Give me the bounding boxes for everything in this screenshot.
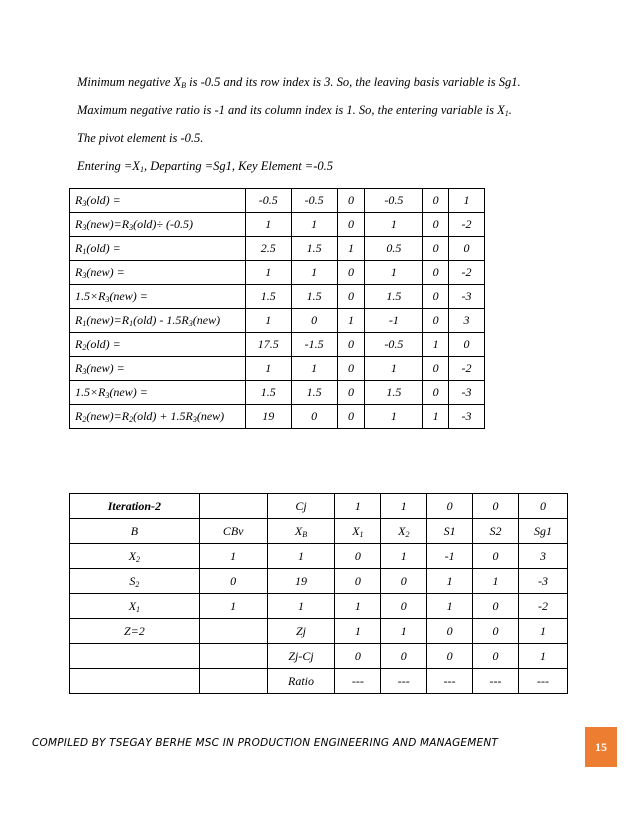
subscript: 1	[139, 165, 144, 174]
cell-text: S1	[443, 523, 456, 538]
tableau-cell	[335, 544, 381, 569]
tableau-cell	[381, 644, 427, 669]
tableau-cell	[199, 669, 267, 694]
cell-text: CBv	[222, 523, 244, 538]
cell-text: 0	[354, 648, 361, 663]
subscript: 3	[129, 223, 134, 232]
tableau-cell	[519, 594, 568, 619]
subscript: B	[302, 529, 308, 539]
paragraph-entering-variable	[77, 102, 512, 118]
tableau-cell	[381, 669, 427, 694]
cell-text: 0	[492, 648, 499, 663]
label-text: (new)	[196, 409, 225, 423]
tableau-cell	[427, 494, 473, 519]
label-text: R	[75, 409, 83, 423]
row-operation-label	[70, 213, 246, 237]
row-operation-value: 1.5	[245, 381, 291, 405]
tableau-cell	[70, 569, 200, 594]
label-text: R	[75, 337, 83, 351]
cell-text: 1	[446, 598, 453, 613]
label-text: (new) =	[86, 265, 125, 279]
label-text: R	[75, 241, 83, 255]
label-text: (new)=R	[86, 313, 130, 327]
tableau-cell	[199, 569, 267, 594]
tableau-cell	[335, 619, 381, 644]
row-operation-value: 1	[423, 405, 449, 429]
row-operation-0	[70, 189, 485, 213]
row-operation-value: 0	[337, 405, 365, 429]
cell-text: Sg1	[534, 523, 552, 538]
label-text: (new) =	[109, 385, 148, 399]
tableau-cell	[473, 494, 519, 519]
row-operation-value: 0	[423, 189, 449, 213]
label-text: (old) - 1.5R	[133, 313, 189, 327]
row-operation-3	[70, 261, 485, 285]
label-text: (new) =	[109, 289, 148, 303]
tableau-row-4	[70, 594, 568, 619]
row-operation-value: 0	[423, 213, 449, 237]
tableau-cell	[519, 569, 568, 594]
tableau-cell	[519, 494, 568, 519]
tableau-cell	[267, 544, 335, 569]
subscript: 3	[105, 295, 110, 304]
text: , Departing =Sg1, Key Element =-0.5	[143, 159, 334, 173]
tableau-cell	[267, 594, 335, 619]
row-operations-table	[69, 188, 485, 429]
cell-text: Ratio	[288, 673, 314, 688]
row-operation-value: 19	[245, 405, 291, 429]
tableau-cell	[519, 619, 568, 644]
label-text: (new)	[192, 313, 221, 327]
label-text: (old) + 1.5R	[133, 409, 193, 423]
row-operation-label	[70, 285, 246, 309]
cell-text: 1	[230, 548, 237, 563]
label-text: R	[75, 361, 83, 375]
paragraph-pivot-element	[77, 130, 203, 146]
cell-text: 0	[400, 648, 407, 663]
tableau-cell	[519, 544, 568, 569]
row-operation-value: 1	[291, 357, 337, 381]
cell-text: 1	[354, 498, 361, 513]
tableau-cell	[427, 544, 473, 569]
cell-text: ---	[489, 673, 502, 688]
cell-text: 1	[540, 623, 546, 638]
tableau-cell	[381, 494, 427, 519]
cell-text: 1	[230, 598, 237, 613]
tableau-cell	[267, 669, 335, 694]
text: Entering =X	[77, 159, 140, 173]
tableau-cell	[381, 569, 427, 594]
tableau-cell	[427, 669, 473, 694]
row-operation-value: 1	[291, 261, 337, 285]
row-operation-value: 0	[291, 309, 337, 333]
cell-text: 0	[446, 498, 453, 513]
row-operation-value: 1	[365, 357, 423, 381]
tableau-cell	[519, 519, 568, 544]
row-operation-value: 0	[337, 285, 365, 309]
cell-text: Zj	[296, 623, 307, 638]
row-operation-value: 0	[423, 357, 449, 381]
subscript: 2	[405, 529, 410, 539]
row-operation-value: -0.5	[291, 189, 337, 213]
tableau-cell	[335, 669, 381, 694]
row-operation-8	[70, 381, 485, 405]
row-operation-label	[70, 381, 246, 405]
cell-text: 1	[298, 548, 304, 563]
cell-text: ---	[443, 673, 456, 688]
cell-text: X	[352, 523, 360, 538]
cell-text: X	[128, 548, 137, 563]
cell-text: 0	[354, 573, 361, 588]
cell-text: 3	[540, 548, 546, 563]
subscript: 2	[82, 343, 87, 352]
cell-text: -2	[538, 598, 548, 613]
tableau-cell	[381, 594, 427, 619]
cell-text: -1	[444, 548, 455, 563]
cell-text: 1	[540, 648, 546, 663]
label-text: (new)=R	[86, 409, 130, 423]
row-operation-value: 1	[245, 309, 291, 333]
row-operation-value: 0	[423, 309, 449, 333]
tableau-cell	[70, 594, 200, 619]
tableau-row-1	[70, 519, 568, 544]
tableau-cell	[381, 519, 427, 544]
text: Maximum negative ratio is -1 and its column index is 1. So, the entering variable is X	[77, 103, 505, 117]
label-text: (old) =	[86, 337, 121, 351]
cell-text: S	[129, 573, 136, 588]
row-operation-7	[70, 357, 485, 381]
tableau-cell	[267, 644, 335, 669]
row-operation-value: 0	[449, 237, 485, 261]
tableau-cell	[70, 544, 200, 569]
cell-text: ---	[397, 673, 410, 688]
cell-text: -3	[538, 573, 548, 588]
tableau-cell	[473, 544, 519, 569]
tableau-cell	[519, 669, 568, 694]
subscript: 2	[82, 415, 87, 424]
tableau-cell	[473, 519, 519, 544]
row-operation-value: -2	[449, 357, 485, 381]
cell-text: Z=2	[123, 623, 145, 638]
tableau-cell	[473, 594, 519, 619]
cell-text: X	[294, 523, 303, 538]
cell-text: 1	[298, 598, 304, 613]
subscript: 3	[192, 415, 197, 424]
row-operation-value: 1	[245, 357, 291, 381]
subscript: 1	[82, 319, 87, 328]
subscript: 3	[82, 271, 87, 280]
tableau-cell	[199, 494, 267, 519]
row-operation-value: 1.5	[365, 381, 423, 405]
row-operation-6	[70, 333, 485, 357]
row-operation-value: 0	[423, 285, 449, 309]
subscript: 2	[136, 554, 141, 564]
subscript: B	[181, 81, 187, 90]
row-operation-value: -1.5	[291, 333, 337, 357]
tableau-cell	[199, 619, 267, 644]
row-operation-value: 0.5	[365, 237, 423, 261]
row-operation-value: -2	[449, 261, 485, 285]
row-operation-label	[70, 237, 246, 261]
row-operation-value: 0	[423, 381, 449, 405]
row-operation-value: -3	[449, 405, 485, 429]
row-operation-value: 1.5	[245, 285, 291, 309]
tableau-cell	[427, 519, 473, 544]
subscript: 2	[129, 415, 134, 424]
tableau-row-3	[70, 569, 568, 594]
subscript: 3	[82, 199, 87, 208]
row-operation-value: 0	[449, 333, 485, 357]
cell-text: 1	[400, 548, 407, 563]
row-operation-5	[70, 309, 485, 333]
label-text: R	[75, 313, 83, 327]
row-operation-4	[70, 285, 485, 309]
row-operation-value: 0	[337, 333, 365, 357]
tableau-cell	[267, 494, 335, 519]
subscript: 3	[82, 367, 87, 376]
row-operation-value: 1	[337, 309, 365, 333]
row-operation-label	[70, 309, 246, 333]
paragraph-leaving-variable	[77, 74, 521, 90]
text: is -0.5 and its row index is 3. So, the leaving basis variable is Sg1.	[186, 75, 521, 89]
cell-text: ---	[537, 673, 549, 688]
cell-text: 0	[230, 573, 237, 588]
row-operation-value: -3	[449, 381, 485, 405]
tableau-cell	[199, 519, 267, 544]
cell-text: 1	[354, 623, 361, 638]
tableau-cell	[70, 644, 200, 669]
row-operation-value: 1.5	[365, 285, 423, 309]
row-operation-label	[70, 333, 246, 357]
tableau-cell	[381, 544, 427, 569]
tableau-cell	[70, 619, 200, 644]
tableau-cell	[427, 619, 473, 644]
cell-text: 0	[492, 623, 499, 638]
row-operation-value: 2.5	[245, 237, 291, 261]
iteration-2-tableau	[69, 493, 568, 694]
cell-text: S2	[489, 523, 502, 538]
tableau-cell	[427, 569, 473, 594]
row-operation-label	[70, 261, 246, 285]
row-operation-value: 1	[365, 261, 423, 285]
label-text: R	[75, 193, 83, 207]
cell-text: 0	[400, 598, 407, 613]
tableau-row-5	[70, 619, 568, 644]
label-text: R	[75, 265, 83, 279]
tableau-cell	[519, 644, 568, 669]
tableau-cell	[473, 619, 519, 644]
subscript: 2	[135, 579, 140, 589]
cell-text: 0	[446, 623, 453, 638]
tableau-cell	[199, 544, 267, 569]
cell-text: 1	[446, 573, 453, 588]
subscript: 3	[188, 319, 193, 328]
cell-text: ---	[351, 673, 364, 688]
row-operation-2	[70, 237, 485, 261]
row-operation-value: 1	[291, 213, 337, 237]
tableau-cell	[267, 519, 335, 544]
label-text: (new) =	[86, 361, 125, 375]
text: Minimum negative X	[77, 75, 182, 89]
row-operation-label	[70, 405, 246, 429]
row-operation-value: 1.5	[291, 381, 337, 405]
tableau-cell	[335, 519, 381, 544]
row-operation-value: 1	[449, 189, 485, 213]
tableau-cell	[335, 644, 381, 669]
cell-text: 0	[446, 648, 453, 663]
cell-text: B	[130, 523, 139, 538]
text: The pivot element is -0.5.	[77, 131, 204, 145]
row-operation-value: 0	[423, 237, 449, 261]
tableau-cell	[473, 569, 519, 594]
row-operation-label	[70, 357, 246, 381]
row-operation-value: 0	[337, 357, 365, 381]
cell-text: 0	[540, 498, 546, 513]
tableau-cell	[335, 569, 381, 594]
tableau-row-7	[70, 669, 568, 694]
cell-text: 0	[354, 548, 361, 563]
row-operation-value: 0	[423, 261, 449, 285]
subscript: 1	[136, 604, 141, 614]
cell-text: Iteration-2	[107, 498, 162, 513]
tableau-cell	[335, 494, 381, 519]
row-operation-value: -2	[449, 213, 485, 237]
subscript: 1	[129, 319, 134, 328]
cell-text: 1	[354, 598, 361, 613]
label-text: 1.5×R	[75, 289, 106, 303]
row-operation-value: 1	[245, 213, 291, 237]
row-operation-value: 17.5	[245, 333, 291, 357]
label-text: (old) =	[86, 241, 121, 255]
subscript: 1	[82, 247, 87, 256]
tableau-cell	[335, 594, 381, 619]
subscript: 1	[504, 109, 509, 118]
row-operation-9	[70, 405, 485, 429]
row-operation-value: 1	[365, 213, 423, 237]
tableau-row-6	[70, 644, 568, 669]
cell-text: 1	[400, 623, 407, 638]
cell-text: 0	[492, 548, 499, 563]
cell-text: 1	[492, 573, 499, 588]
cell-text: X	[128, 598, 137, 613]
row-operation-value: 1	[423, 333, 449, 357]
row-operation-value: 1.5	[291, 285, 337, 309]
tableau-cell	[70, 494, 200, 519]
row-operation-value: 1	[337, 237, 365, 261]
footer-credit: COMPILED BY TSEGAY BERHE MSC IN PRODUCTION ENGINEERING AND MANAGEMENT	[32, 737, 499, 749]
row-operation-value: -0.5	[245, 189, 291, 213]
subscript: 3	[82, 223, 87, 232]
cell-text: 19	[295, 573, 307, 588]
row-operation-1	[70, 213, 485, 237]
cell-text: 0	[492, 598, 499, 613]
text: .	[508, 103, 512, 117]
subscript: 3	[105, 391, 110, 400]
cell-text: Cj	[295, 498, 307, 513]
row-operation-value: 1.5	[291, 237, 337, 261]
tableau-row-0	[70, 494, 568, 519]
row-operation-value: -3	[449, 285, 485, 309]
row-operation-value: 0	[337, 213, 365, 237]
label-text: (new)=R	[86, 217, 130, 231]
row-operation-label	[70, 189, 246, 213]
row-operation-value: 0	[337, 261, 365, 285]
tableau-cell	[427, 594, 473, 619]
paragraph-entering-departing	[77, 158, 333, 174]
row-operation-value: -0.5	[365, 333, 423, 357]
tableau-row-2	[70, 544, 568, 569]
tableau-cell	[199, 594, 267, 619]
subscript: 1	[359, 529, 364, 539]
tableau-cell	[267, 569, 335, 594]
tableau-cell	[381, 619, 427, 644]
row-operation-value: -0.5	[365, 189, 423, 213]
cell-text: 0	[492, 498, 499, 513]
label-text: (old)÷ (-0.5)	[133, 217, 193, 231]
cell-text: 0	[400, 573, 407, 588]
tableau-cell	[70, 519, 200, 544]
row-operation-value: 1	[245, 261, 291, 285]
row-operation-value: 1	[365, 405, 423, 429]
cell-text: 1	[400, 498, 407, 513]
tableau-cell	[267, 619, 335, 644]
tableau-cell	[473, 669, 519, 694]
tableau-cell	[473, 644, 519, 669]
cell-text: Zj-Cj	[288, 648, 314, 663]
tableau-cell	[427, 644, 473, 669]
row-operation-value: -1	[365, 309, 423, 333]
cell-text: X	[398, 523, 406, 538]
label-text: (old) =	[86, 193, 121, 207]
page-number-badge: 15	[585, 727, 617, 767]
tableau-cell	[70, 669, 200, 694]
tableau-cell	[199, 644, 267, 669]
label-text: 1.5×R	[75, 385, 106, 399]
row-operation-value: 3	[449, 309, 485, 333]
row-operation-value: 0	[337, 189, 365, 213]
row-operation-value: 0	[291, 405, 337, 429]
label-text: R	[75, 217, 83, 231]
row-operation-value: 0	[337, 381, 365, 405]
